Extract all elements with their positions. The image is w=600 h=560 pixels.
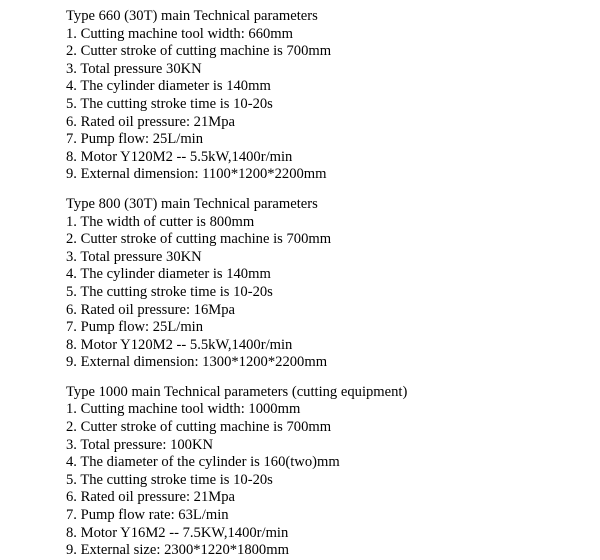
spec-heading: Type 1000 main Technical parameters (cutting equipment) — [66, 383, 408, 400]
spec-line: 6. Rated oil pressure: 16Mpa — [66, 301, 236, 318]
spec-line: 1. The width of cutter is 800mm — [66, 213, 255, 230]
spec-line: 3. Total pressure 30KN — [66, 248, 202, 265]
spec-line: 5. The cutting stroke time is 10-20s — [66, 95, 273, 112]
spec-line: 9. External size: 2300*1220*1800mm — [66, 542, 289, 559]
spec-line: 4. The cylinder diameter is 140mm — [66, 266, 271, 283]
spec-line: 7. Pump flow rate: 63L/min — [66, 507, 229, 524]
spec-heading: Type 660 (30T) main Technical parameters — [66, 8, 318, 24]
spec-line: 2. Cutter stroke of cutting machine is 700mm — [66, 231, 332, 248]
spec-block-800 — [66, 196, 600, 372]
spec-line: 8. Motor Y120M2 -- 5.5kW,1400r/min — [66, 336, 293, 353]
spec-line: 1. Cutting machine tool width: 660mm — [66, 25, 294, 42]
spec-line: 9. External dimension: 1300*1200*2200mm — [66, 354, 328, 371]
spec-line: 1. Cutting machine tool width: 1000mm — [66, 401, 301, 418]
spec-line: 3. Total pressure: 100KN — [66, 436, 214, 453]
spec-line: 8. Motor Y16M2 -- 7.5KW,1400r/min — [66, 524, 289, 541]
spec-heading: Type 800 (30T) main Technical parameters — [66, 195, 318, 212]
spec-line: 2. Cutter stroke of cutting machine is 700mm — [66, 419, 332, 436]
spec-line: 9. External dimension: 1100*1200*2200mm — [66, 166, 327, 183]
spec-line: 7. Pump flow: 25L/min — [66, 319, 204, 336]
spec-line: 2. Cutter stroke of cutting machine is 700mm — [66, 43, 332, 60]
spec-line: 7. Pump flow: 25L/min — [66, 131, 204, 148]
spec-line: 5. The cutting stroke time is 10-20s — [66, 283, 273, 300]
spec-line: 3. Total pressure 30KN — [66, 60, 202, 77]
spec-block-660 — [66, 8, 600, 184]
spec-line: 5. The cutting stroke time is 10-20s — [66, 471, 273, 488]
spec-line: 6. Rated oil pressure: 21Mpa — [66, 113, 236, 130]
spec-line: 4. The cylinder diameter is 140mm — [66, 78, 271, 95]
spec-block-1000 — [66, 384, 600, 560]
spec-line: 8. Motor Y120M2 -- 5.5kW,1400r/min — [66, 148, 293, 165]
spec-line: 4. The diameter of the cylinder is 160(two)mm — [66, 454, 340, 471]
spec-line: 6. Rated oil pressure: 21Mpa — [66, 489, 236, 506]
